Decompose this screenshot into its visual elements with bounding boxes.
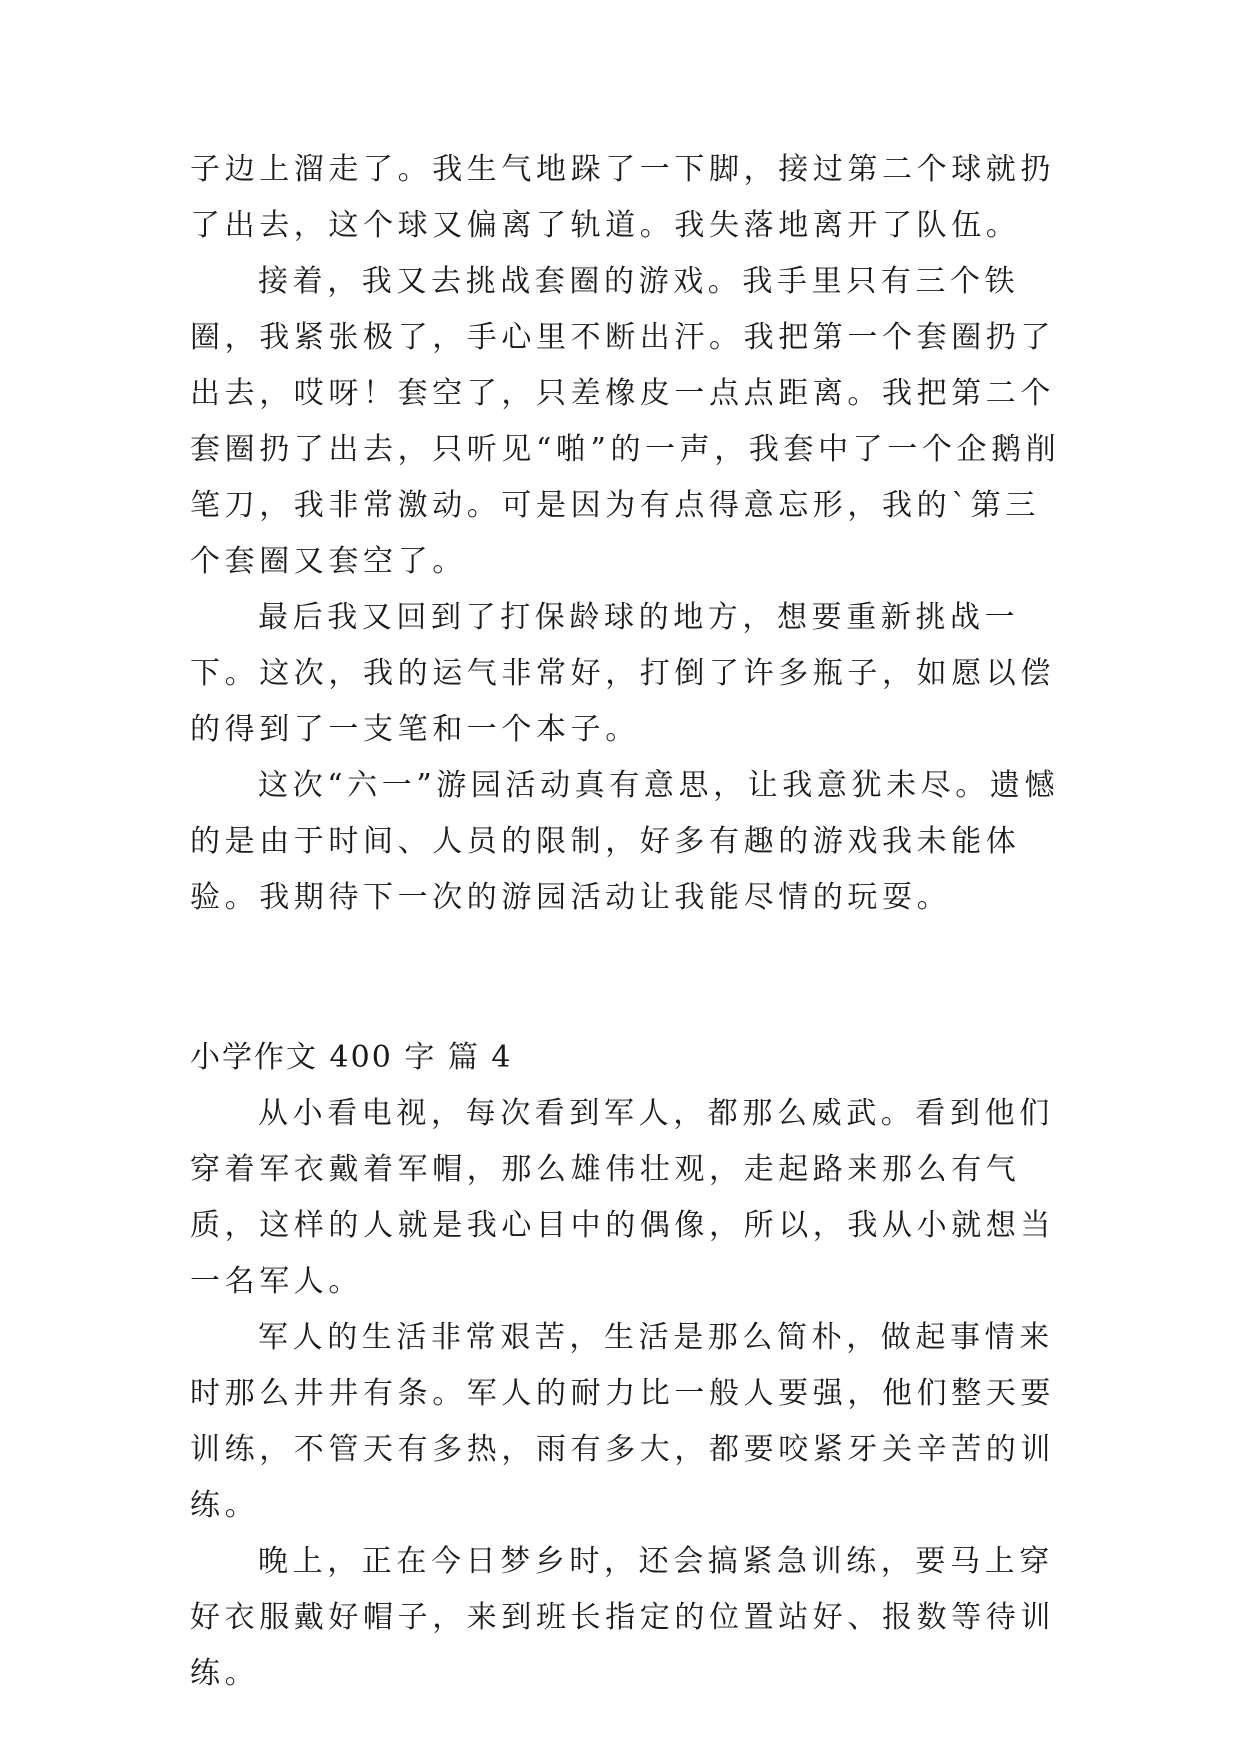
paragraph-soldier-idol: 从小看电视，每次看到军人，都那么威武。看到他们穿着军衣戴着军帽，那么雄伟壮观，走起路来那么有气质，这样的人就是我心目中的偶像，所以，我从小就想当一名军人。 [190,1096,1055,1299]
paragraph-bowling: 最后我又回到了打保龄球的地方，想要重新挑战一下。这次，我的运气非常好，打倒了许多瓶子，如愿以偿的得到了一支笔和一个本子。 [190,600,1055,747]
paragraph-ring-toss: 接着，我又去挑战套圈的游戏。我手里只有三个铁圈，我紧张极了，手心里不断出汗。我把第一个套圈扔了出去，哎呀！套空了，只差橡皮一点点距离。我把第二个套圈扔了出去，只听见“啪”的一声，我套中了一个企鹅削笔刀，我非常激动。可是因为有点得意忘形，我的`第三个套圈又套空了。 [190,264,1061,579]
essay-top-section [190,142,1070,926]
paragraph-soldier-life: 军人的生活非常艰苦，生活是那么简朴，做起事情来时那么井井有条。军人的耐力比一般人要强，他们整天要训练，不管天有多热，雨有多大，都要咬紧牙关辛苦的训练。 [190,1320,1055,1523]
paragraph-conclusion: 这次“六一”游园活动真有意思，让我意犹未尽。遗憾的是由于时间、人员的限制，好多有趣的游戏我未能体验。我期待下一次的游园活动让我能尽情的玩耍。 [190,768,1060,915]
paragraph-night-training: 晚上，正在今日梦乡时，还会搞紧急训练，要马上穿好衣服戴好帽子，来到班长指定的位置站好、报数等待训练。 [190,1544,1055,1691]
paragraph-continuation: 子边上溜走了。我生气地跺了一下脚，接过第二个球就扔了出去，这个球又偏离了轨道。我失落地离开了队伍。 [190,152,1055,243]
essay-bottom-section [190,1030,1070,1702]
section-title: 小学作文 400 字 篇 4 [190,1040,513,1075]
